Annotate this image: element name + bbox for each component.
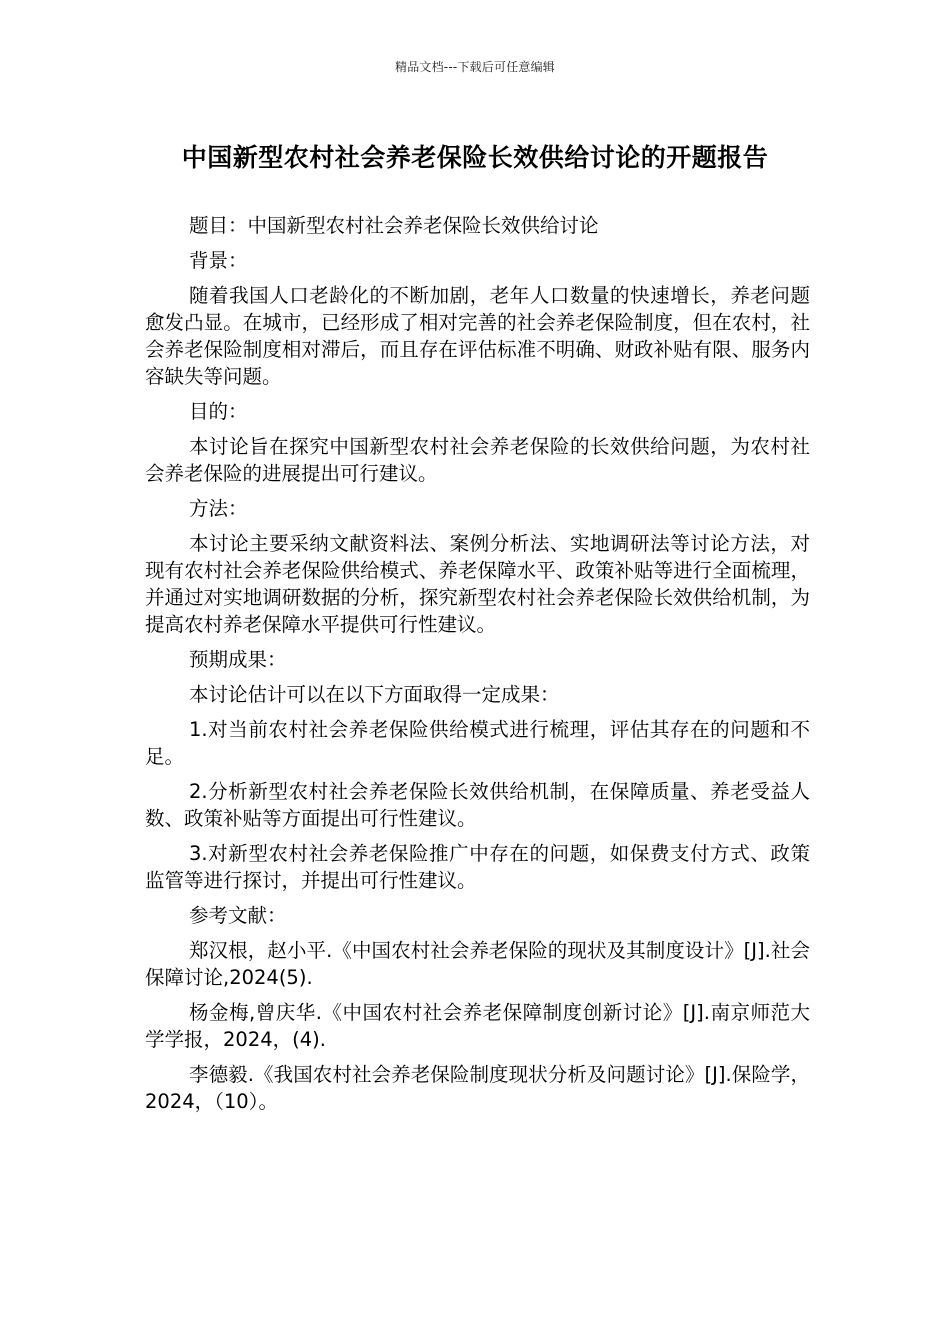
background-heading: 背景： (189, 249, 248, 272)
method-heading: 方法： (189, 497, 248, 520)
result-item: 3.对新型农村社会养老保险推广中存在的问题，如保费支付方式、政策监管等进行探讨，并提出可行性建议。 (145, 842, 810, 892)
expected-results-intro: 本讨论估计可以在以下方面取得一定成果： (189, 683, 560, 706)
expected-results-heading: 预期成果： (189, 648, 287, 671)
document-title: 中国新型农村社会养老保险长效供给讨论的开题报告 (181, 143, 769, 172)
topic-line: 题目：中国新型农村社会养老保险长效供给讨论 (189, 214, 599, 237)
purpose-paragraph: 本讨论旨在探究中国新型农村社会养老保险的长效供给问题，为农村社会养老保险的进展提出可行建议。 (145, 435, 810, 485)
reference-item: 杨金梅,曾庆华.《中国农村社会养老保障制度创新讨论》[J].南京师范大学学报，2024，(4). (145, 1001, 810, 1051)
purpose-heading: 目的： (189, 400, 248, 423)
result-item: 1.对当前农村社会养老保险供给模式进行梳理，评估其存在的问题和不足。 (145, 718, 810, 768)
document-body (145, 212, 810, 1123)
background-paragraph: 随着我国人口老龄化的不断加剧，老年人口数量的快速增长，养老问题愈发凸显。在城市，已经形成了相对完善的社会养老保险制度，但在农村，社会养老保险制度相对滞后，而且存在评估标准不明确、财政补贴有限、服务内容缺失等问题。 (145, 284, 810, 388)
references-heading: 参考文献： (189, 904, 287, 927)
method-paragraph: 本讨论主要采纳文献资料法、案例分析法、实地调研法等讨论方法，对现有农村社会养老保险供给模式、养老保障水平、政策补贴等进行全面梳理，并通过对实地调研数据的分析，探究新型农村社会养老保险长效供给机制，为提高农村养老保障水平提供可行性建议。 (145, 532, 810, 636)
reference-item: 李德毅.《我国农村社会养老保险制度现状分析及问题讨论》[J].保险学，2024，（10）。 (145, 1063, 810, 1113)
result-item: 2.分析新型农村社会养老保险长效供给机制，在保障质量、养老受益人数、政策补贴等方面提出可行性建议。 (145, 780, 810, 830)
header-note: 精品文档---下载后可任意编辑 (395, 60, 555, 74)
reference-item: 郑汉根，赵小平.《中国农村社会养老保险的现状及其制度设计》[J].社会保障讨论,2024(5). (145, 939, 810, 989)
